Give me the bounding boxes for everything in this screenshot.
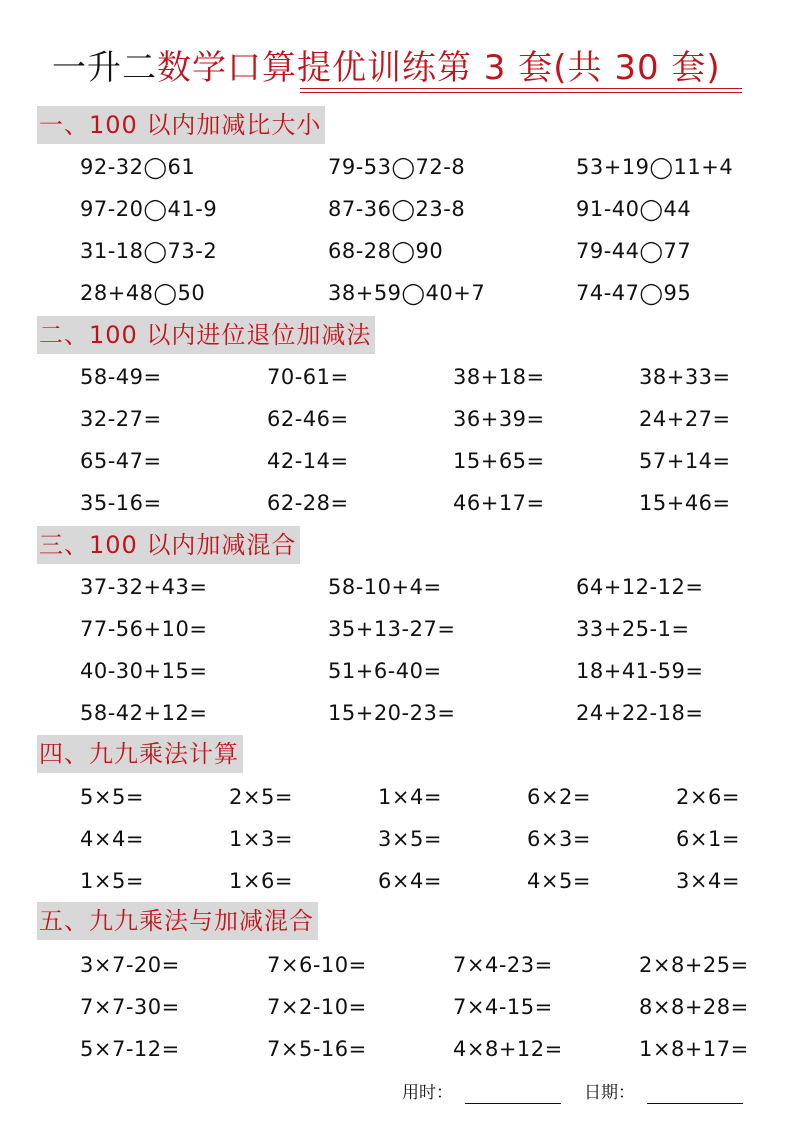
exercise: 7×5-16= xyxy=(267,1037,367,1061)
exercise: 70-61= xyxy=(267,365,349,389)
exercise: 7×4-23= xyxy=(453,953,553,977)
exercise: 65-47= xyxy=(80,449,162,473)
exercise: 68-28◯90 xyxy=(328,239,444,263)
title-underline-top xyxy=(300,88,742,89)
exercise: 3×4= xyxy=(676,869,740,893)
exercise: 4×4= xyxy=(80,827,144,851)
exercise: 15+20-23= xyxy=(328,701,456,725)
exercise-row xyxy=(0,236,793,266)
section-heading-mixed: 三、100 以内加减混合 xyxy=(37,526,300,564)
exercise: 1×5= xyxy=(80,869,144,893)
exercise-row xyxy=(0,656,793,686)
exercise: 6×2= xyxy=(527,785,591,809)
exercise-row xyxy=(0,992,793,1022)
exercise: 51+6-40= xyxy=(328,659,442,683)
section-heading-multiplication-mixed: 五、九九乘法与加减混合 xyxy=(37,902,318,940)
exercise-row xyxy=(0,698,793,728)
exercise-row xyxy=(0,1034,793,1064)
exercise: 2×6= xyxy=(676,785,740,809)
exercise: 1×6= xyxy=(229,869,293,893)
exercise-row xyxy=(0,782,793,812)
exercise-row xyxy=(0,950,793,980)
exercise: 35+13-27= xyxy=(328,617,456,641)
exercise: 58-49= xyxy=(80,365,162,389)
exercise: 36+39= xyxy=(453,407,545,431)
exercise: 3×5= xyxy=(378,827,442,851)
exercise: 38+33= xyxy=(639,365,731,389)
exercise: 2×8+25= xyxy=(639,953,749,977)
exercise: 6×4= xyxy=(378,869,442,893)
title-subject: 数学口算提优训练第 3 套(共 30 套) xyxy=(157,48,721,88)
title-grade: 一升二 xyxy=(52,48,157,88)
exercise: 58-42+12= xyxy=(80,701,208,725)
exercise: 7×7-30= xyxy=(80,995,180,1019)
exercise-row xyxy=(0,866,793,896)
exercise: 6×3= xyxy=(527,827,591,851)
exercise-row xyxy=(0,824,793,854)
exercise: 15+65= xyxy=(453,449,545,473)
exercise: 1×4= xyxy=(378,785,442,809)
title-underline-bottom xyxy=(300,92,742,93)
exercise-row xyxy=(0,194,793,224)
exercise: 4×8+12= xyxy=(453,1037,563,1061)
exercise: 91-40◯44 xyxy=(576,197,692,221)
exercise: 1×3= xyxy=(229,827,293,851)
date-blank[interactable] xyxy=(647,1103,743,1104)
exercise-row xyxy=(0,404,793,434)
exercise: 7×4-15= xyxy=(453,995,553,1019)
exercise: 42-14= xyxy=(267,449,349,473)
exercise-row xyxy=(0,572,793,602)
exercise-row xyxy=(0,488,793,518)
exercise: 24+22-18= xyxy=(576,701,704,725)
exercise: 38+59◯40+7 xyxy=(328,281,486,305)
exercise-row xyxy=(0,278,793,308)
exercise-row xyxy=(0,446,793,476)
exercise: 31-18◯73-2 xyxy=(80,239,218,263)
exercise: 5×5= xyxy=(80,785,144,809)
exercise: 53+19◯11+4 xyxy=(576,155,734,179)
exercise: 77-56+10= xyxy=(80,617,208,641)
section-heading-compare: 一、100 以内加减比大小 xyxy=(37,106,325,144)
exercise: 46+17= xyxy=(453,491,545,515)
exercise: 6×1= xyxy=(676,827,740,851)
exercise: 92-32◯61 xyxy=(80,155,196,179)
exercise-row xyxy=(0,614,793,644)
exercise: 33+25-1= xyxy=(576,617,690,641)
exercise: 3×7-20= xyxy=(80,953,180,977)
exercise: 87-36◯23-8 xyxy=(328,197,466,221)
exercise: 37-32+43= xyxy=(80,575,208,599)
exercise: 62-46= xyxy=(267,407,349,431)
exercise: 18+41-59= xyxy=(576,659,704,683)
exercise: 64+12-12= xyxy=(576,575,704,599)
exercise-row xyxy=(0,152,793,182)
exercise: 58-10+4= xyxy=(328,575,442,599)
exercise: 15+46= xyxy=(639,491,731,515)
date-label: 日期： xyxy=(584,1083,635,1103)
section-heading-multiplication: 四、九九乘法计算 xyxy=(37,735,243,773)
exercise: 40-30+15= xyxy=(80,659,208,683)
exercise: 57+14= xyxy=(639,449,731,473)
exercise: 79-44◯77 xyxy=(576,239,692,263)
exercise: 2×5= xyxy=(229,785,293,809)
exercise-row xyxy=(0,362,793,392)
exercise: 79-53◯72-8 xyxy=(328,155,466,179)
exercise: 5×7-12= xyxy=(80,1037,180,1061)
exercise: 24+27= xyxy=(639,407,731,431)
time-used-label: 用时： xyxy=(402,1083,453,1103)
exercise: 97-20◯41-9 xyxy=(80,197,218,221)
exercise: 7×2-10= xyxy=(267,995,367,1019)
exercise: 7×6-10= xyxy=(267,953,367,977)
page-title xyxy=(52,46,721,90)
exercise: 35-16= xyxy=(80,491,162,515)
time-used-blank[interactable] xyxy=(465,1103,561,1104)
exercise: 74-47◯95 xyxy=(576,281,692,305)
exercise: 32-27= xyxy=(80,407,162,431)
exercise: 4×5= xyxy=(527,869,591,893)
exercise: 28+48◯50 xyxy=(80,281,206,305)
exercise: 1×8+17= xyxy=(639,1037,749,1061)
exercise: 38+18= xyxy=(453,365,545,389)
exercise: 62-28= xyxy=(267,491,349,515)
exercise: 8×8+28= xyxy=(639,995,749,1019)
section-heading-carry-borrow: 二、100 以内进位退位加减法 xyxy=(37,316,375,354)
